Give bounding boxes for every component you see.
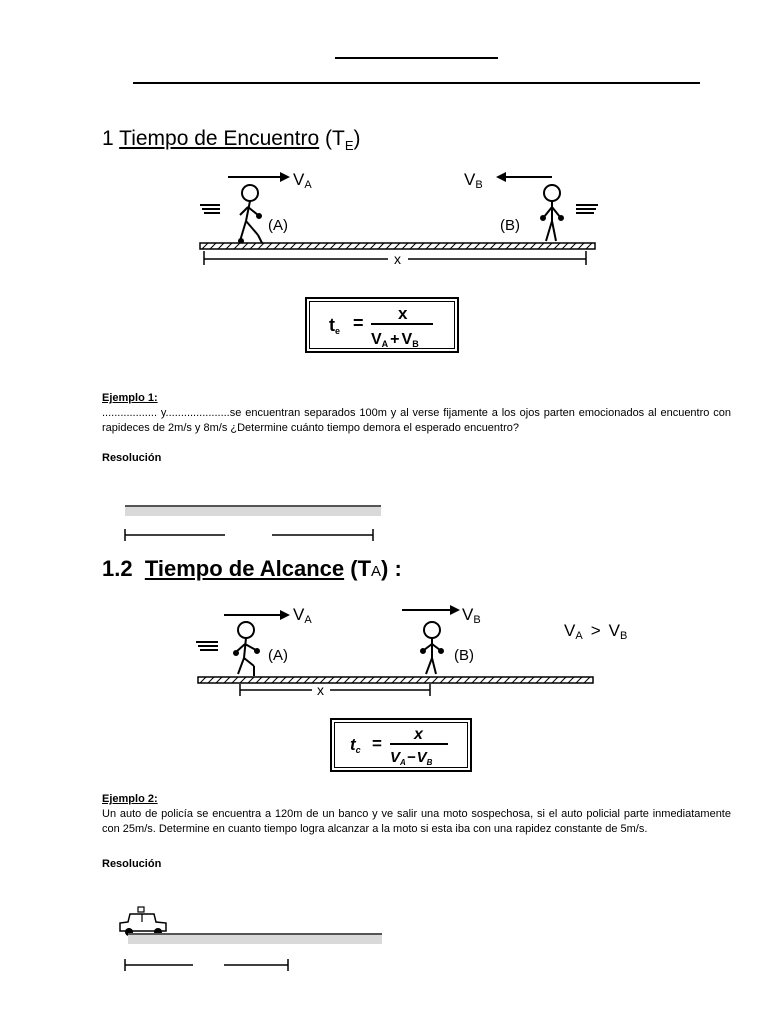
example1-text: .................. y.....................se encuentran separados 100m y al verse fijamente a los ojos parten emocionados al encuentro con rapideces de 2m/s y 8m/s ¿Determine cuánto tiempo demora el esperado encuentro?: [102, 407, 731, 434]
pursuit-figure: [180, 598, 650, 698]
section2-heading: [102, 556, 402, 582]
distance-marker: [240, 684, 430, 696]
encounter-figure: [180, 165, 612, 273]
person-b-icon: [541, 185, 563, 241]
example1: [102, 391, 731, 466]
formula1-numerator: x: [398, 304, 408, 323]
formula1-denominator: VA + VB: [371, 331, 419, 349]
distance-label: x: [394, 251, 401, 267]
example1-resolution: Resolución: [102, 452, 162, 464]
formula2-equals: =: [372, 734, 382, 753]
resolution2-distance: [124, 958, 292, 972]
example1-title: Ejemplo 1:: [102, 392, 158, 404]
header-short-rule: [335, 57, 498, 59]
formula2-lhs: tc: [350, 735, 361, 755]
section1-number: 1: [102, 127, 114, 150]
formula2-numerator: x: [414, 726, 423, 743]
person-b-label: (B): [500, 217, 520, 234]
section2-symbol: (TA) :: [344, 556, 402, 581]
velocity-b-arrow: [496, 172, 552, 182]
ground-line: [200, 243, 595, 249]
formula1-box: [305, 297, 459, 353]
section1-symbol: $(T_E)$: [319, 127, 361, 154]
velocity-b-label: VB: [464, 170, 483, 191]
motion-lines-a: [200, 205, 220, 213]
motion-lines-b: [576, 205, 598, 213]
velocity-b-arrow: [402, 605, 460, 615]
resolution1-road: [125, 505, 381, 516]
example2-resolution: Resolución: [102, 858, 162, 870]
formula1-equals: =: [353, 313, 364, 333]
velocity-a-label: VA: [293, 170, 312, 191]
example2-text: Un auto de policía se encuentra a 120m de un banco y ve salir una moto sospechosa, si el auto policial parte inmediatamente con 25m/s. Determine en cuanto tiempo logra alcanzar a la moto si esta iba con una rapidez constante de 5m/s.: [102, 808, 731, 835]
section1-title: Tiempo de Encuentro: [119, 127, 320, 150]
formula2-box: [330, 718, 472, 772]
header-long-rule: [133, 82, 700, 84]
motion-lines-a: [196, 642, 218, 650]
velocity-b-label: VB: [462, 605, 481, 626]
section2-number: 1.2: [102, 556, 133, 581]
example2-title: Ejemplo 2:: [102, 793, 158, 805]
person-a-label: (A): [268, 647, 288, 664]
resolution2-road: [128, 933, 382, 944]
velocity-a-arrow: [224, 610, 290, 620]
formula1-lhs: te: [329, 315, 341, 336]
person-a-icon: [234, 622, 259, 676]
section2-title: Tiempo de Alcance: [144, 556, 345, 581]
person-b-label: (B): [454, 647, 474, 664]
resolution1-distance: [124, 528, 376, 542]
person-a-icon: [239, 185, 262, 243]
distance-label: x: [317, 682, 324, 698]
person-b-icon: [421, 622, 443, 674]
speed-condition: VA > VB: [564, 621, 628, 642]
formula2-denominator: $V_A-V_B$: [390, 749, 433, 767]
velocity-a-label: VA: [293, 605, 312, 626]
example2: [102, 792, 731, 872]
velocity-a-arrow: [228, 172, 290, 182]
ground-line: [198, 677, 593, 683]
section1-heading: [102, 127, 361, 153]
person-a-label: (A): [268, 217, 288, 234]
